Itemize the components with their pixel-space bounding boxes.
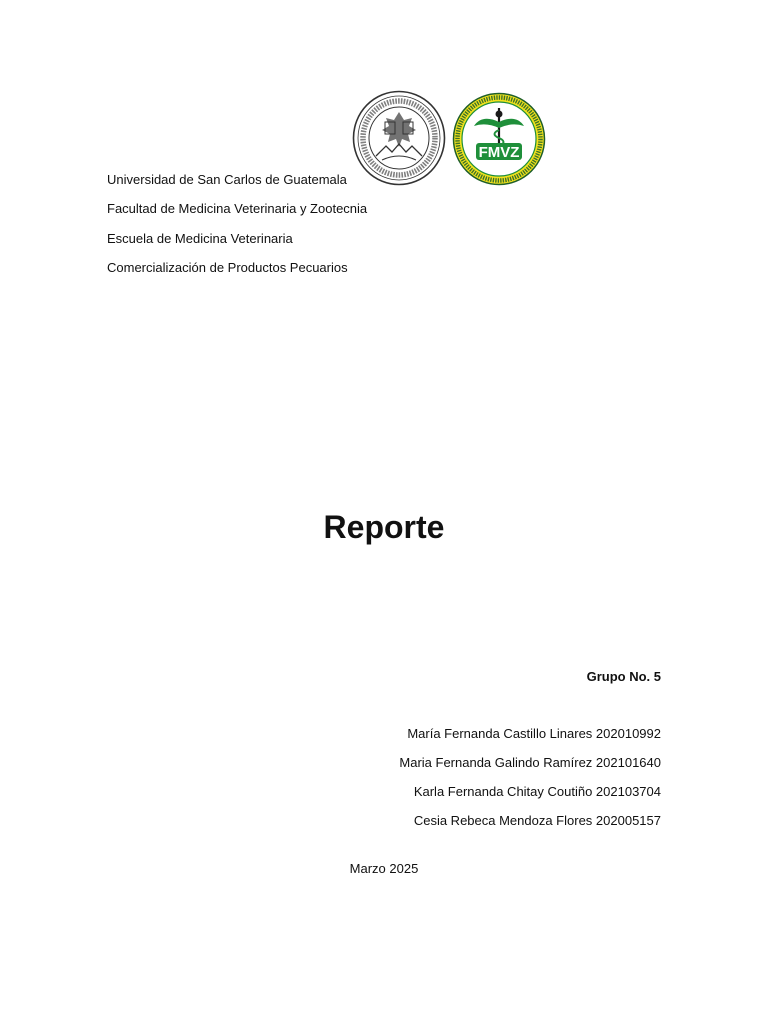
faculty-name: Facultad de Medicina Veterinaria y Zootecnia — [107, 201, 368, 217]
logos — [352, 90, 546, 188]
fmvz-logo-text: FMVZ — [478, 144, 520, 161]
school-name: Escuela de Medicina Veterinaria — [107, 230, 293, 246]
member-4: Cesia Rebeca Mendoza Flores 202005157 — [413, 813, 661, 828]
members-list — [399, 725, 661, 841]
course-name: Comercialización de Productos Pecuarios — [107, 259, 348, 275]
document-title: Reporte — [323, 509, 445, 545]
university-name: Universidad de San Carlos de Guatemala — [107, 172, 347, 187]
member-1: María Fernanda Castillo Linares 202010992 — [407, 726, 661, 741]
member-2: Maria Fernanda Galindo Ramírez 202101640 — [399, 755, 661, 770]
institution-header — [107, 171, 367, 288]
group-label: Grupo No. 5 — [586, 669, 661, 684]
document-date: Marzo 2025 — [349, 861, 419, 876]
member-3: Karla Fernanda Chitay Coutiño 202103704 — [413, 784, 661, 799]
fmvz-seal-icon — [452, 92, 546, 186]
